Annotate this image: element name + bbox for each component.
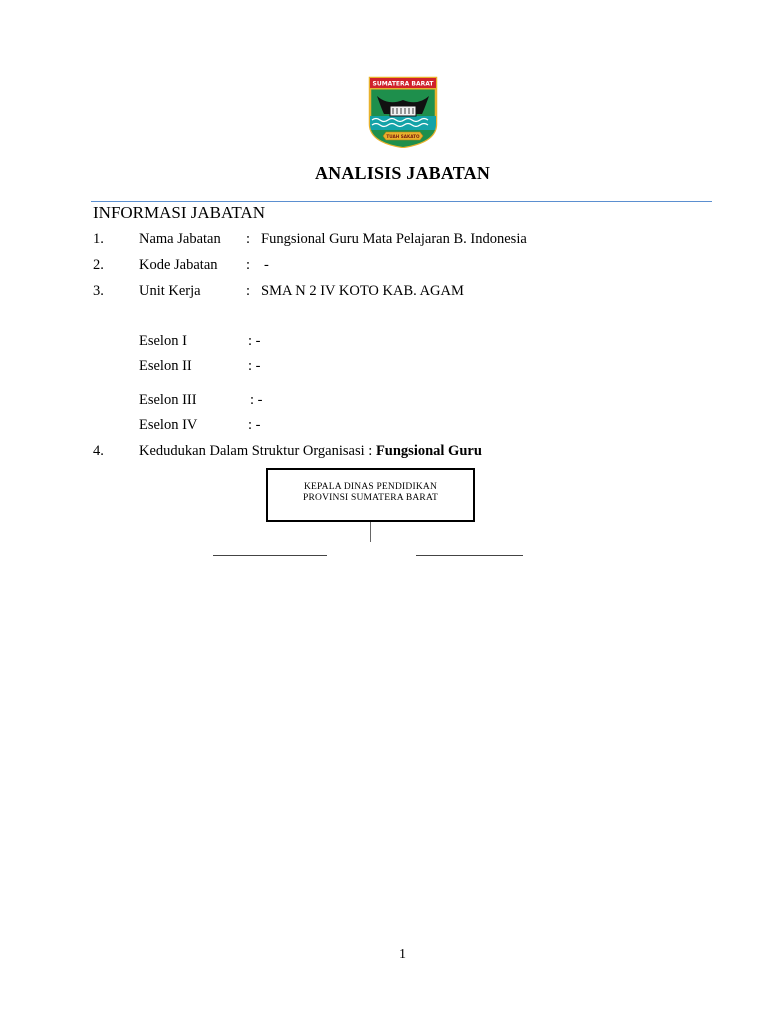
item-label: Nama Jabatan bbox=[139, 231, 221, 247]
item-number: 1. bbox=[93, 231, 104, 247]
emblem-top-text: SUMATERA BARAT bbox=[372, 80, 434, 88]
item-label: Unit Kerja bbox=[139, 283, 201, 299]
section-heading: INFORMASI JABATAN bbox=[93, 203, 265, 222]
item-value: Fungsional Guru Mata Pelajaran B. Indonesia bbox=[261, 231, 527, 247]
org-branch-line-left bbox=[213, 555, 327, 556]
item-label bbox=[139, 442, 482, 460]
org-branch-line-right bbox=[416, 555, 523, 556]
item4-label: Kedudukan Dalam Struktur Organisasi : bbox=[139, 443, 373, 459]
eselon-label: Eselon IV bbox=[139, 417, 198, 433]
org-box-line2: PROVINSI SUMATERA BARAT bbox=[303, 493, 438, 503]
eselon-label: Eselon II bbox=[139, 358, 192, 374]
org-connector-line bbox=[370, 522, 371, 542]
item4-value: Fungsional Guru bbox=[375, 443, 482, 459]
item-value: - bbox=[264, 257, 269, 273]
eselon-value: : - bbox=[248, 358, 261, 374]
title-divider bbox=[91, 201, 712, 202]
page-number: 1 bbox=[399, 947, 406, 962]
item-value: SMA N 2 IV KOTO KAB. AGAM bbox=[261, 283, 464, 299]
eselon-value: : - bbox=[248, 333, 261, 349]
org-chart-box-text bbox=[268, 482, 473, 504]
eselon-label: Eselon III bbox=[139, 392, 197, 408]
eselon-value: : - bbox=[250, 392, 263, 408]
item-number: 2. bbox=[93, 257, 104, 273]
emblem-icon bbox=[368, 76, 438, 148]
emblem-bottom-text: TUAH SAKATO bbox=[386, 134, 420, 139]
org-box-line1: KEPALA DINAS PENDIDIKAN bbox=[303, 482, 438, 492]
item-colon: : bbox=[246, 283, 251, 299]
item-colon: : bbox=[246, 231, 251, 247]
eselon-value: : - bbox=[248, 417, 261, 433]
document-title: ANALISIS JABATAN bbox=[314, 163, 491, 183]
item-number: 4. bbox=[93, 443, 104, 459]
item-colon: : bbox=[246, 257, 251, 273]
provincial-emblem bbox=[368, 76, 438, 148]
item-number: 3. bbox=[93, 283, 104, 299]
eselon-label: Eselon I bbox=[139, 333, 187, 349]
item-label: Kode Jabatan bbox=[139, 257, 218, 273]
org-chart-box bbox=[266, 468, 475, 522]
